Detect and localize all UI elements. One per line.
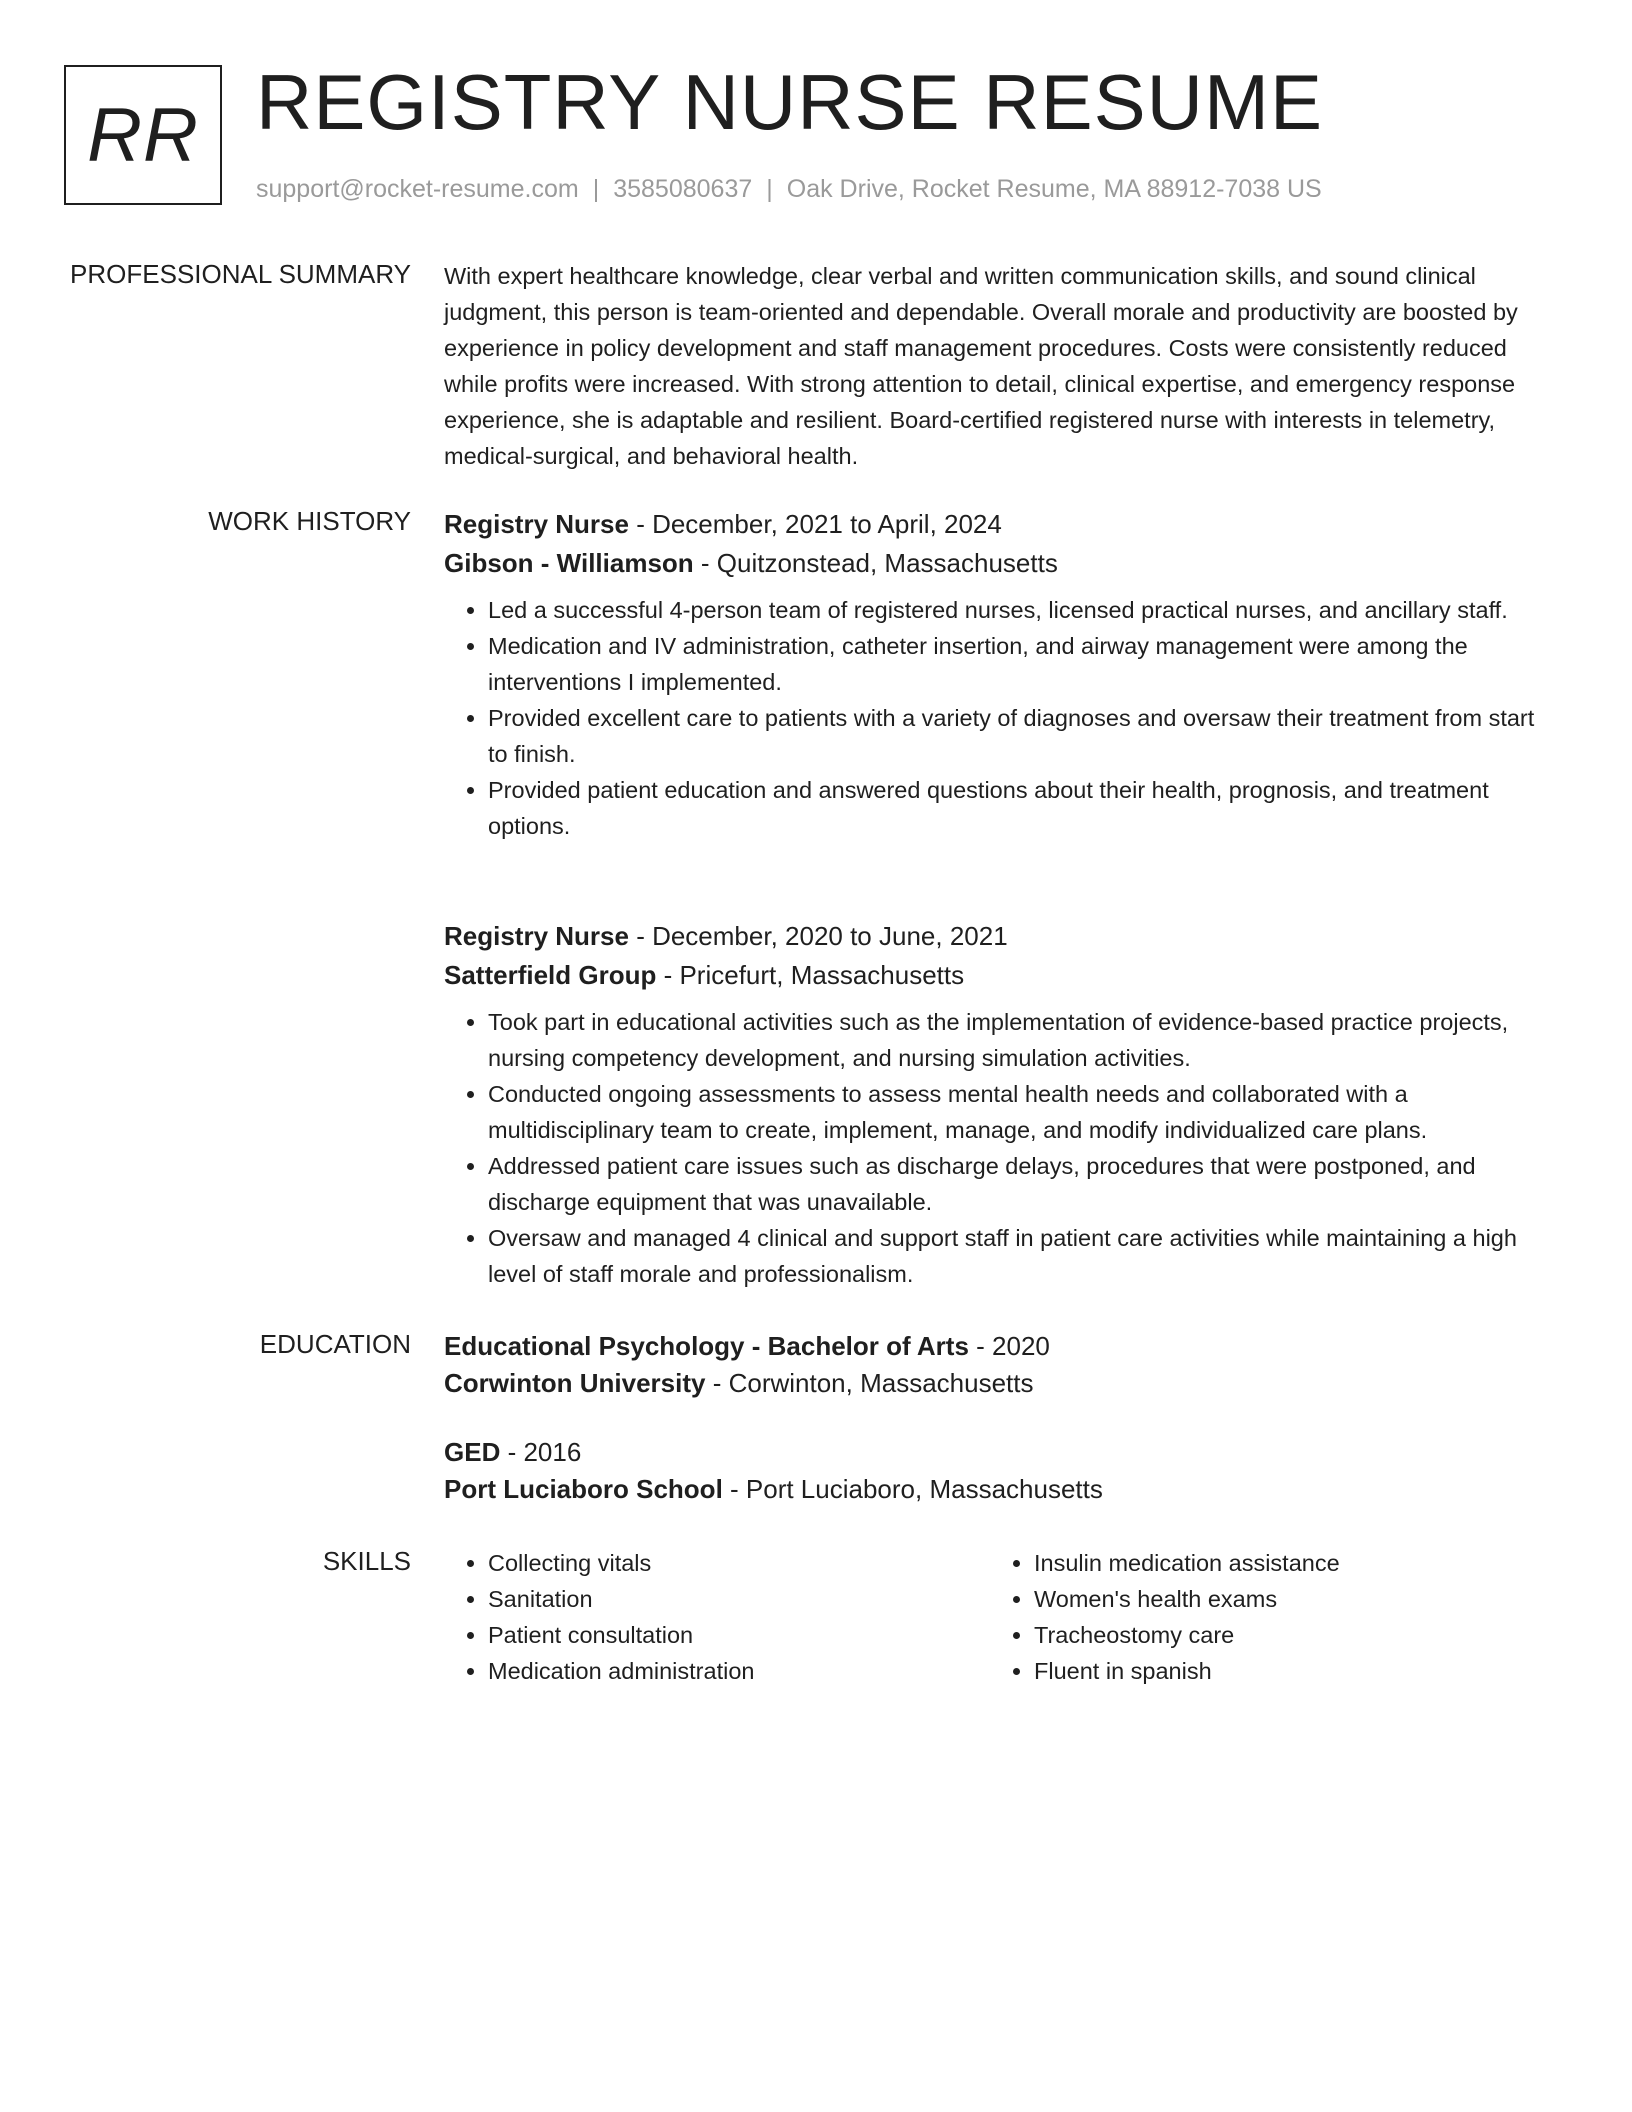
education-school-line [444, 1471, 1544, 1508]
job-bullets [444, 592, 1544, 844]
summary-text: With expert healthcare knowledge, clear verbal and written communication skills, and sound clinical judgment, this person is team-oriented and dependable. Overall morale and productivity are boosted by experience in policy development and staff management procedures. Costs were consistently reduced while profits were increased. With strong attention to detail, clinical expertise, and emergency response experience, she is adaptable and resilient. Board-certified registered nurse with interests in telemetry, medical-surgical, and behavioral health. [444, 263, 1518, 469]
education-label: EDUCATION [259, 1329, 411, 1359]
job-bullet: • Provided excellent care to patients with a variety of diagnoses and oversaw their treatment from start to finish. [488, 700, 1544, 772]
job-title: Registry Nurse [444, 921, 629, 951]
education-entry [444, 1328, 1544, 1402]
job-location: - Pricefurt, Massachusetts [656, 960, 965, 990]
summary-body [444, 258, 1544, 474]
skill-item: • Sanitation [488, 1581, 990, 1617]
skills-body [444, 1545, 1544, 1689]
contact-address: Oak Drive, Rocket Resume, MA 88912-7038 US [786, 175, 1322, 203]
job-location: - Quitzonstead, Massachusetts [693, 548, 1058, 578]
contact-separator: | [592, 175, 600, 203]
job-dates: - December, 2021 to April, 2024 [628, 509, 1002, 539]
education-degree: GED [444, 1437, 501, 1467]
summary-label: PROFESSIONAL SUMMARY [70, 259, 411, 289]
education-degree-line [444, 1434, 1544, 1471]
contact-phone: 3585080637 [613, 175, 753, 203]
resume-title: REGISTRY NURSE RESUME [256, 58, 1323, 146]
contact-separator: | [766, 175, 773, 203]
job-bullet: • Took part in educational activities such as the implementation of evidence-based practice projects, nursing competency development, and nursing simulation activities. [488, 1004, 1544, 1076]
education-degree-line [444, 1328, 1544, 1365]
skills-columns [444, 1545, 1544, 1689]
education-entry [444, 1434, 1544, 1508]
work-history-body-2 [444, 917, 1544, 1292]
education-body [444, 1328, 1544, 1540]
skills-list-right [990, 1545, 1536, 1689]
job-bullet: • Led a successful 4-person team of registered nurses, licensed practical nurses, and ancillary staff. [488, 592, 1544, 628]
job-company-line [444, 544, 1544, 583]
skill-item: • Tracheostomy care [1034, 1617, 1536, 1653]
job-title: Registry Nurse [444, 509, 629, 539]
skill-item: • Medication administration [488, 1653, 990, 1689]
education-year: - 2016 [500, 1437, 582, 1467]
job-title-line [444, 505, 1544, 544]
education-school: Port Luciaboro School [444, 1474, 723, 1504]
job-bullet: • Medication and IV administration, catheter insertion, and airway management were among the interventions I implemented. [488, 628, 1544, 700]
education-location: - Corwinton, Massachusetts [705, 1368, 1034, 1398]
job-entry [444, 505, 1544, 844]
contact-line [256, 174, 1322, 204]
contact-email: support@rocket-resume.com [256, 175, 579, 203]
skills-list-left [444, 1545, 990, 1689]
monogram-logo: RR [64, 65, 222, 205]
job-title-line [444, 917, 1544, 956]
education-degree: Educational Psychology - Bachelor of Arts [444, 1331, 969, 1361]
education-year: - 2020 [968, 1331, 1050, 1361]
job-bullet: • Provided patient education and answered questions about their health, prognosis, and treatment options. [488, 772, 1544, 844]
job-entry [444, 917, 1544, 1292]
job-company: Satterfield Group [444, 960, 657, 990]
skill-item: • Insulin medication assistance [1034, 1545, 1536, 1581]
skill-item: • Women's health exams [1034, 1581, 1536, 1617]
skills-label: SKILLS [322, 1546, 411, 1576]
work-history-label: WORK HISTORY [208, 506, 411, 536]
job-dates: - December, 2020 to June, 2021 [628, 921, 1008, 951]
education-location: - Port Luciaboro, Massachusetts [722, 1474, 1103, 1504]
education-school: Corwinton University [444, 1368, 706, 1398]
job-bullets [444, 1004, 1544, 1292]
skill-item: • Fluent in spanish [1034, 1653, 1536, 1689]
job-bullet: • Conducted ongoing assessments to assess mental health needs and collaborated with a multidisciplinary team to create, implement, manage, and modify individualized care plans. [488, 1076, 1544, 1148]
skill-item: • Patient consultation [488, 1617, 990, 1653]
job-bullet: • Addressed patient care issues such as discharge delays, procedures that were postponed, and discharge equipment that was unavailable. [488, 1148, 1544, 1220]
job-company-line [444, 956, 1544, 995]
skill-item: • Collecting vitals [488, 1545, 990, 1581]
job-company: Gibson - Williamson [444, 548, 694, 578]
job-bullet: • Oversaw and managed 4 clinical and support staff in patient care activities while maintaining a high level of staff morale and professionalism. [488, 1220, 1544, 1292]
work-history-body [444, 505, 1544, 844]
education-school-line [444, 1365, 1544, 1402]
